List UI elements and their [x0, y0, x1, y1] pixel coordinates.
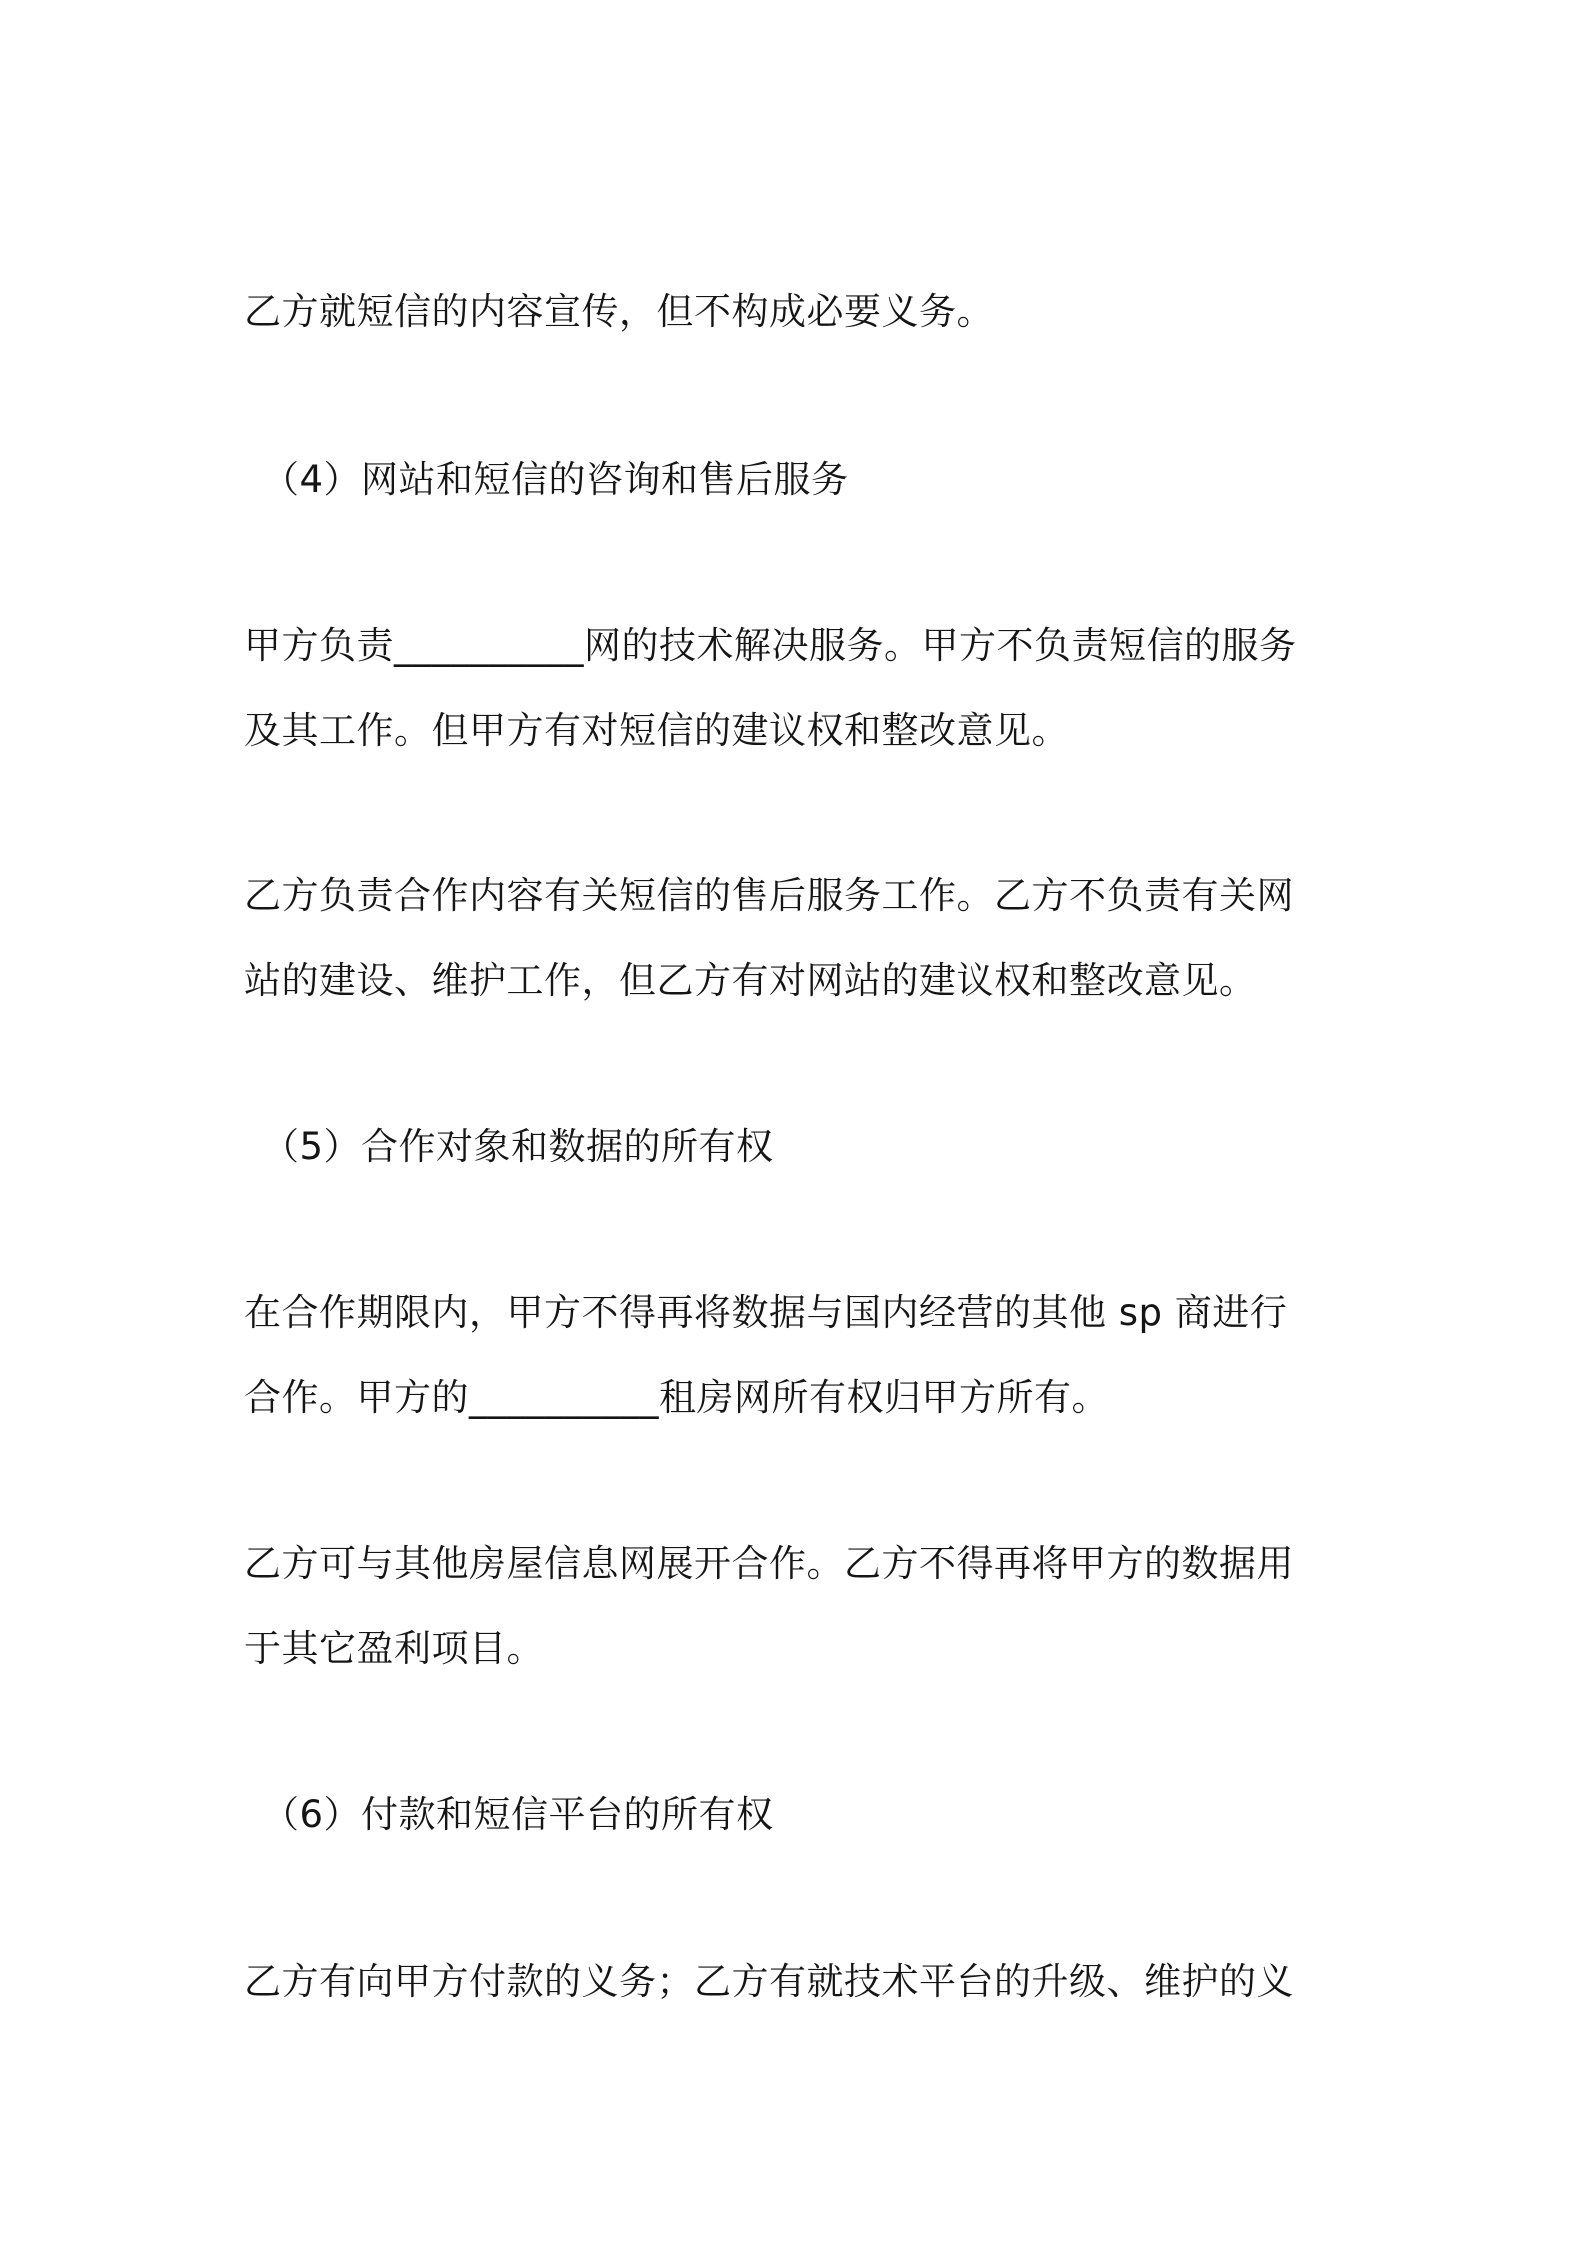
paragraph-line: 于其它盈利项目。 — [244, 1627, 544, 1670]
paragraph-line: 乙方就短信的内容宣传，但不构成必要义务。 — [244, 290, 994, 333]
section-heading-4: （4）网站和短信的咨询和售后服务 — [262, 458, 849, 501]
paragraph-line: 及其工作。但甲方有对短信的建议权和整改意见。 — [244, 709, 1069, 752]
section-heading-5: （5）合作对象和数据的所有权 — [262, 1125, 774, 1168]
paragraph-line: 甲方负责__________网的技术解决服务。甲方不负责短信的服务 — [244, 624, 1297, 667]
paragraph-line: 站的建设、维护工作，但乙方有对网站的建议权和整改意见。 — [244, 959, 1257, 1002]
paragraph-line: 在合作期限内，甲方不得再将数据与国内经营的其他 sp 商进行 — [244, 1291, 1288, 1334]
paragraph-line: 乙方负责合作内容有关短信的售后服务工作。乙方不负责有关网 — [244, 874, 1294, 917]
section-heading-6: （6）付款和短信平台的所有权 — [262, 1793, 774, 1836]
paragraph-line: 乙方有向甲方付款的义务；乙方有就技术平台的升级、维护的义 — [244, 1960, 1294, 2003]
paragraph-line: 乙方可与其他房屋信息网展开合作。乙方不得再将甲方的数据用 — [244, 1542, 1294, 1585]
paragraph-line: 合作。甲方的__________租房网所有权归甲方所有。 — [244, 1376, 1109, 1419]
